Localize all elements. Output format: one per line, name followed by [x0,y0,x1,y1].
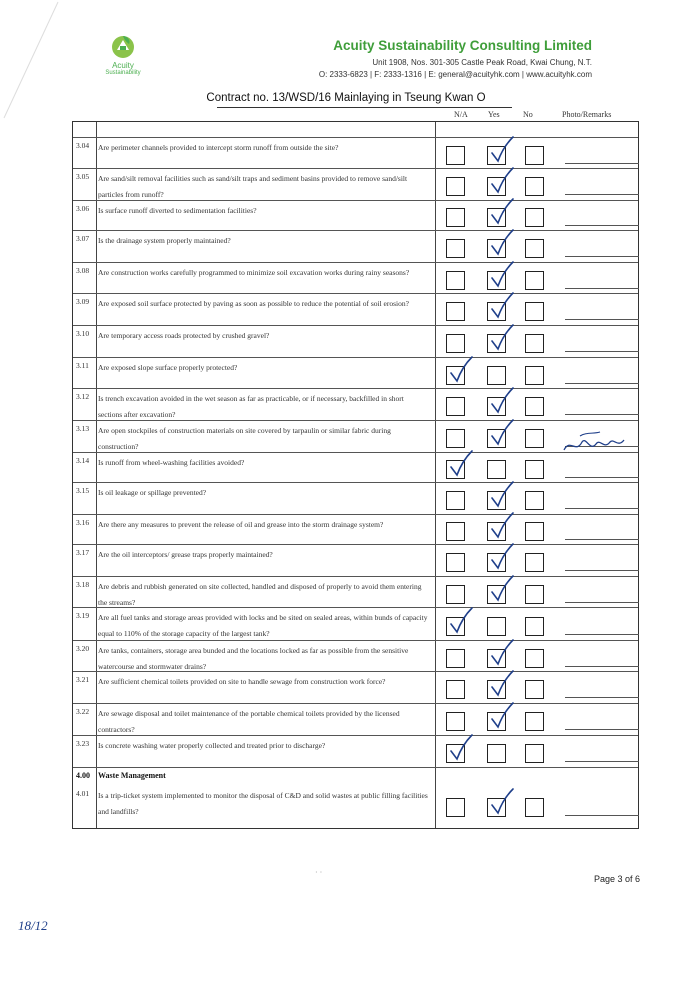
section-title: Waste Management [98,771,166,780]
checklist-row [73,704,638,736]
checklist-row [73,641,638,672]
checklist-row [73,545,638,577]
checklist-row [73,786,638,826]
checkmark-icon [489,575,515,605]
handwritten-date: 18/12 [18,918,48,933]
checkbox-na[interactable] [446,334,465,353]
item-number: 3.09 [76,297,90,306]
item-question: Are sand/silt removal facilities such as sand/silt traps and sediment basins provided to remove sand/silt particles from runoff? [98,174,408,199]
item-question: Are there any measures to prevent the release of oil and grease into the storm drainage system? [98,520,384,529]
checkmark-icon [448,734,474,764]
checkmark-icon [489,419,515,449]
section-header-row [73,768,638,788]
checkbox-na[interactable] [446,208,465,227]
remarks-field[interactable] [565,508,639,509]
checkmark-icon [489,136,515,166]
item-number: 3.17 [76,548,90,557]
item-question: Is the drainage system properly maintained? [98,236,231,245]
checkbox-no[interactable] [525,649,544,668]
item-question: Is surface runoff diverted to sedimentation facilities? [98,206,257,215]
checkbox-no[interactable] [525,553,544,572]
item-number: 3.04 [76,141,90,150]
checkbox-na[interactable] [446,712,465,731]
contract-title: Contract no. 13/WSD/16 Mainlaying in Tseung Kwan O [206,92,486,104]
checkbox-yes[interactable] [487,617,506,636]
item-question: Is runoff from wheel-washing facilities avoided? [98,458,245,467]
checkbox-na[interactable] [446,553,465,572]
item-number: 3.08 [76,266,90,275]
checkbox-yes[interactable] [487,744,506,763]
item-number: 4.01 [76,789,90,798]
checklist-row [73,294,638,326]
checklist-row [73,201,638,231]
header-spacer-row [73,122,638,138]
checklist-row [73,515,638,545]
item-question: Are the oil interceptors/ grease traps properly maintained? [98,550,273,559]
item-number: 3.19 [76,611,90,620]
section-number: 4.00 [76,771,90,780]
checkmark-icon [489,198,515,228]
remarks-field[interactable] [565,815,639,816]
checkbox-na[interactable] [446,397,465,416]
remarks-field[interactable] [565,256,639,257]
address-line: Unit 1908, Nos. 301-305 Castle Peak Road, Kwai Chung, N.T. [372,58,592,67]
item-number: 3.11 [76,361,89,370]
remarks-field[interactable] [565,477,639,478]
checklist-row [73,326,638,358]
checkbox-no[interactable] [525,429,544,448]
checkmark-icon [489,639,515,669]
item-question: Is trench excavation avoided in the wet season as far as practicable, or if necessary, backfilled in short sections after excavation? [98,394,404,419]
item-question: Are exposed slope surface properly protected? [98,363,238,372]
checklist-row [73,483,638,515]
checkmark-icon [448,356,474,386]
item-number: 3.20 [76,644,90,653]
item-question: Are tanks, containers, storage area bunded and the locations locked as far as possible from the sensitive watercourse and stormwater drains? [98,646,409,671]
checkmark-icon [489,292,515,322]
col-header-yes: Yes [488,110,500,119]
remarks-field[interactable] [565,697,639,698]
item-number: 3.07 [76,234,90,243]
remarks-field[interactable] [565,761,639,762]
checkbox-no[interactable] [525,744,544,763]
checkbox-yes[interactable] [487,366,506,385]
item-number: 3.16 [76,518,90,527]
title-underline [217,107,512,108]
remarks-field[interactable] [565,570,639,571]
checkbox-no[interactable] [525,334,544,353]
checklist-row [73,169,638,201]
remarks-field[interactable] [565,634,639,635]
checkmark-icon [489,543,515,573]
checkbox-no[interactable] [525,397,544,416]
checkmark-icon [489,481,515,511]
item-question: Are all fuel tanks and storage areas provided with locks and be sited on sealed areas, within bunds of capacity equal to 110% of the storage capacity of the largest tank? [98,613,428,638]
item-number: 3.22 [76,707,90,716]
item-number: 3.15 [76,486,90,495]
item-number: 3.12 [76,392,90,401]
remarks-field[interactable] [565,666,639,667]
remarks-field[interactable] [565,539,639,540]
checkmark-icon [489,788,515,818]
checkmark-icon [489,512,515,542]
checkmark-icon [489,167,515,197]
leaf-house-icon [109,32,137,60]
checkbox-no[interactable] [525,617,544,636]
item-question: Are perimeter channels provided to intercept storm runoff from outside the site? [98,143,339,152]
checkbox-no[interactable] [525,208,544,227]
checkbox-no[interactable] [525,585,544,604]
item-number: 3.06 [76,204,90,213]
company-address [319,57,592,81]
checkbox-no[interactable] [525,177,544,196]
checklist-row [73,672,638,704]
checkbox-no[interactable] [525,239,544,258]
checkmark-icon [489,324,515,354]
checkbox-no[interactable] [525,271,544,290]
checkbox-na[interactable] [446,585,465,604]
remarks-field[interactable] [565,319,639,320]
remarks-field[interactable] [565,163,639,164]
checkbox-no[interactable] [525,491,544,510]
item-question: Are sufficient chemical toilets provided on site to handle sewage from construction work force? [98,677,386,686]
checkbox-na[interactable] [446,680,465,699]
scan-dots: · · [315,868,323,877]
checklist-row [73,736,638,768]
item-number: 3.14 [76,456,90,465]
checkmark-icon [448,450,474,480]
checkbox-no[interactable] [525,712,544,731]
checkbox-na[interactable] [446,429,465,448]
checkbox-na[interactable] [446,239,465,258]
item-question: Is a trip-ticket system implemented to monitor the disposal of C&D and solid wastes at public filling facilities and landfills? [98,791,428,816]
item-question: Are open stockpiles of construction materials on site covered by tarpaulin or similar fabric during construction? [98,426,391,451]
page-number: Page 3 of 6 [594,874,641,884]
company-name: Acuity Sustainability Consulting Limited [333,38,592,53]
logo-tagline: Sustainability [105,70,141,76]
checklist-row [73,421,638,453]
checkbox-no[interactable] [525,146,544,165]
checkbox-no[interactable] [525,460,544,479]
remarks-field[interactable] [565,288,639,289]
checkmark-icon [448,607,474,637]
item-number: 3.21 [76,675,90,684]
item-question: Are construction works carefully programmed to minimize soil excavation works during rainy seasons? [98,268,410,277]
checklist-row [73,577,638,608]
remarks-field[interactable] [565,225,639,226]
item-question: Is concrete washing water properly collected and treated prior to discharge? [98,741,326,750]
checkbox-na[interactable] [446,302,465,321]
col-header-na: N/A [454,110,468,119]
contact-line: O: 2333-6823 | F: 2333-1316 | E: general@acuityhk.com | www.acuityhk.com [318,70,592,79]
remarks-field[interactable] [565,602,639,603]
remarks-field[interactable] [565,351,639,352]
checkbox-no[interactable] [525,366,544,385]
checkbox-no[interactable] [525,798,544,817]
item-question: Are debris and rubbish generated on site collected, handled and disposed of properly to avoid them entering the streams? [98,582,422,607]
remarks-field[interactable] [565,729,639,730]
checklist-row [73,453,638,483]
company-logo [92,32,154,77]
item-number: 3.23 [76,739,90,748]
col-header-no: No [523,110,533,119]
checklist-row [73,138,638,169]
item-number: 3.10 [76,329,90,338]
checkmark-icon [489,670,515,700]
item-question: Are sewage disposal and toilet maintenance of the portable chemical toilets provided by the licensed contractors? [98,709,400,734]
remarks-field[interactable] [565,383,639,384]
checkbox-na[interactable] [446,798,465,817]
item-number: 3.05 [76,172,90,181]
checkbox-na[interactable] [446,177,465,196]
checklist-row [73,231,638,263]
checklist-table [72,121,639,829]
checkbox-no[interactable] [525,522,544,541]
remarks-field[interactable] [565,194,639,195]
checkbox-yes[interactable] [487,460,506,479]
handwritten-remark [560,428,640,458]
checkmark-icon [489,229,515,259]
item-question: Are exposed soil surface protected by paving as soon as possible to reduce the potential of soil erosion? [98,299,409,308]
checkmark-icon [489,702,515,732]
logo-name: Acuity [112,61,134,70]
remarks-field[interactable] [565,414,639,415]
item-number: 3.13 [76,424,90,433]
checkmark-icon [489,387,515,417]
checkbox-na[interactable] [446,522,465,541]
checklist-row [73,389,638,421]
checklist-row [73,608,638,641]
checkbox-no[interactable] [525,680,544,699]
checklist-row [73,263,638,294]
checkbox-no[interactable] [525,302,544,321]
checkbox-na[interactable] [446,491,465,510]
checkbox-na[interactable] [446,649,465,668]
checkbox-na[interactable] [446,271,465,290]
item-question: Is oil leakage or spillage prevented? [98,488,207,497]
checkbox-na[interactable] [446,146,465,165]
item-question: Are temporary access roads protected by crushed gravel? [98,331,270,340]
checkmark-icon [489,261,515,291]
col-header-remarks: Photo/Remarks [562,110,612,119]
checklist-row [73,358,638,389]
item-number: 3.18 [76,580,90,589]
